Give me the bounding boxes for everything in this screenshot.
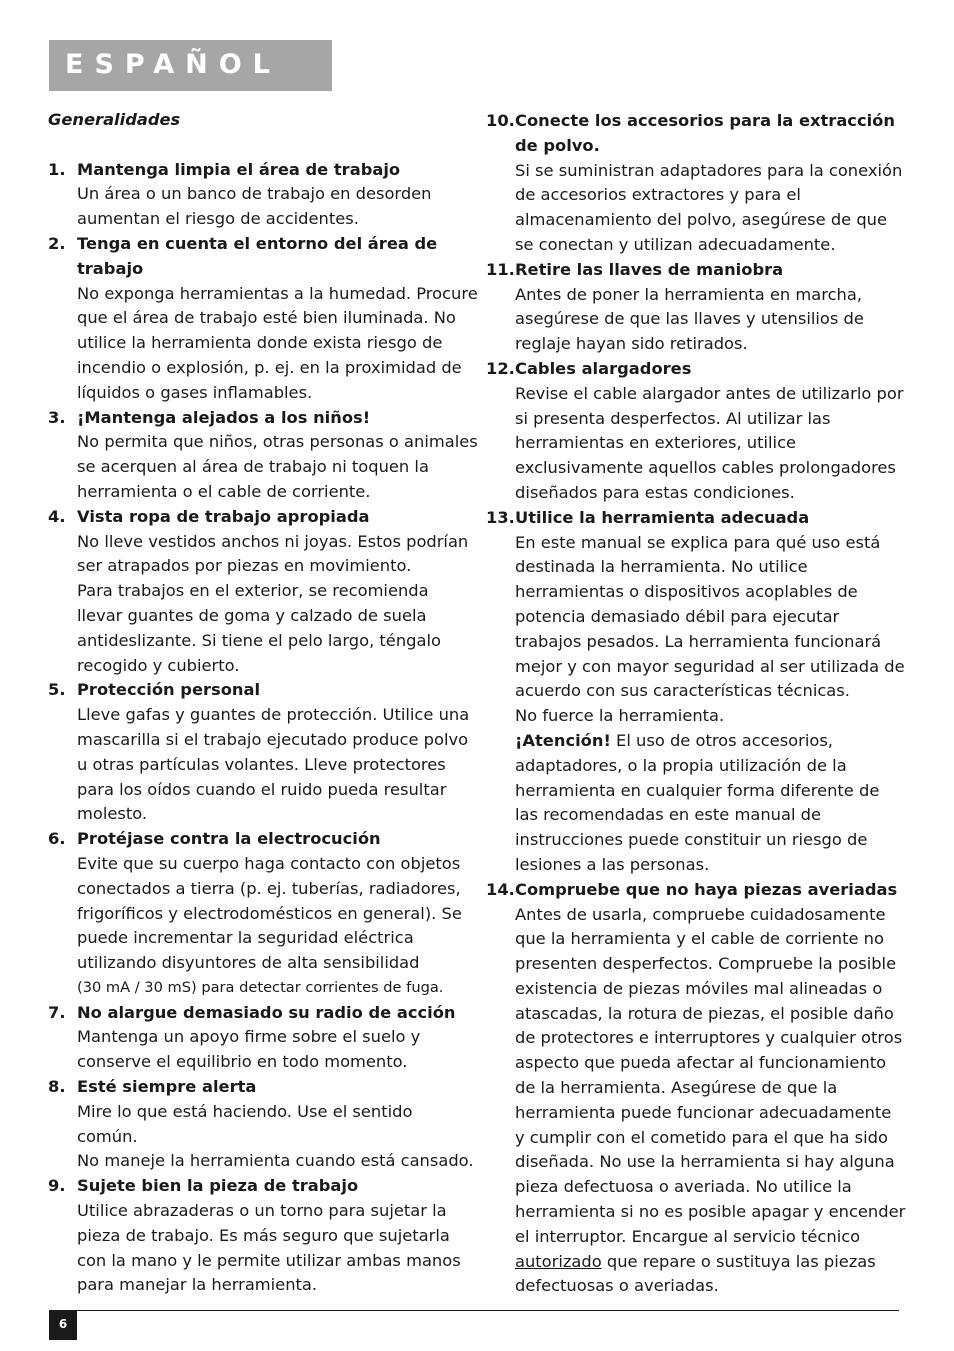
list-item [48, 1174, 478, 1298]
item-number: 5. [48, 680, 66, 700]
item-body: En este manual se explica para qué uso está destinada la herramienta. No utilice herramientas o dispositivos acoplables de potencia demasiado débil para ejecutar trabajos pesados. La herramienta funcionará mejor y con mayor seguridad al ser utilizada de acuerdo con sus características técnicas. [515, 532, 905, 701]
item-body-text: Antes de usarla, compruebe cuidadosamente que la herramienta y el cable de corriente no presenten desperfectos. Compruebe la posible existencia de piezas móviles mal alineadas o atascadas, la rotura de piezas, el posible daño de protectores e interruptores y cualquier otros aspecto que pueda afectar al funcionamiento de la herramienta. Asegúrese de que la herramienta puede funcionar adecuadamente y cumplir con el cometido para el que ha sido diseñada. No use la herramienta si hay alguna pieza defectuosa o averiada. No utilice la herramienta si no es posible apagar y encender el interruptor. Encargue al servicio técnico [515, 904, 906, 1246]
item-title: Conecte los accesorios para la extracción de polvo. [515, 111, 895, 155]
list-item [48, 232, 478, 406]
item-number: 14. [486, 879, 515, 899]
item-title: Utilice la herramienta adecuada [515, 507, 810, 527]
item-number: 13. [486, 507, 515, 527]
item-body-text: que repare o sustituya las piezas defectuosas o averiadas. [515, 1251, 876, 1296]
item-title: Vista ropa de trabajo apropiada [77, 506, 370, 526]
item-body: Lleve gafas y guantes de protección. Utilice una mascarilla si el trabajo ejecutado produce polvo u otras partículas volantes. Lleve protectores para los oídos cuando el ruido pueda resultar molesto. [77, 705, 470, 824]
warning-text: El uso de otros accesorios, adaptadores, o la propia utilización de la herramienta en cualquier forma diferente de las recomendadas en este manual de instrucciones puede constituir un riesgo de lesiones a las personas. [515, 730, 880, 874]
item-number: 10. [486, 111, 515, 130]
item-body: Antes de poner la herramienta en marcha, asegúrese de que las llaves y utensilios de reglaje hayan sido retirados. [515, 284, 864, 354]
language-label: ESPAÑOL [65, 49, 281, 80]
list-item [486, 878, 906, 1300]
item-title: Esté siempre alerta [77, 1077, 257, 1097]
item-title: Protéjase contra la electrocución [77, 829, 381, 849]
item-number: 1. [48, 159, 66, 179]
item-title: Sujete bien la pieza de trabajo [77, 1176, 359, 1196]
right-column [486, 109, 906, 1299]
item-body [515, 903, 906, 1300]
item-title: Mantenga limpia el área de trabajo [77, 159, 401, 179]
item-number: 11. [486, 259, 515, 279]
list-item [48, 1075, 478, 1174]
item-body: Si se suministran adaptadores para la conexión de accesorios extractores y para el almacenamiento del polvo, asegúrese de que se conectan y utilizan adecuadamente. [515, 160, 903, 254]
item-number: 3. [48, 407, 66, 427]
item-body: Utilice abrazaderas o un torno para sujetar la pieza de trabajo. Es más seguro que sujetarla con la mano y le permite utilizar ambas manos para manejar la herramienta. [77, 1201, 461, 1295]
item-number: 12. [486, 358, 515, 378]
left-column [48, 108, 478, 1298]
item-title: Protección personal [77, 680, 261, 700]
list-item [48, 678, 478, 827]
item-body: Mire lo que está haciendo. Use el sentido común. [77, 1101, 413, 1146]
item-title: Cables alargadores [515, 358, 692, 378]
item-title: Compruebe que no haya piezas averiadas [515, 879, 898, 899]
item-body: No fuerce la herramienta. [515, 706, 725, 726]
item-number: 9. [48, 1176, 66, 1196]
list-item [486, 109, 906, 258]
item-body: No permita que niños, otras personas o animales se acerquen al área de trabajo ni toquen la herramienta o el cable de corriente. [77, 432, 478, 501]
item-body: Para trabajos en el exterior, se recomienda llevar guantes de goma y calzado de suela antideslizante. Si tiene el pelo largo, téngalo recogido y cubierto. [77, 581, 441, 675]
list-item [486, 506, 906, 878]
item-number: 8. [48, 1077, 66, 1097]
item-title: ¡Mantenga alejados a los niños! [77, 407, 371, 427]
list-item [48, 827, 478, 1001]
list-item [48, 158, 478, 232]
item-title: No alargue demasiado su radio de acción [77, 1002, 456, 1022]
list-item [486, 258, 906, 357]
item-body: Un área o un banco de trabajo en desorden aumentan el riesgo de accidentes. [77, 184, 432, 229]
item-warning [515, 729, 906, 878]
item-body-small: (30 mA / 30 mS) para detectar corrientes de fuga. [77, 978, 444, 996]
item-number: 6. [48, 829, 66, 849]
list-item [48, 505, 478, 679]
item-body: No lleve vestidos anchos ni joyas. Estos podrían ser atrapados por piezas en movimiento. [77, 531, 469, 576]
warning-label: ¡Atención! [515, 730, 611, 750]
underlined-text: autorizado [515, 1251, 602, 1271]
language-banner [49, 40, 332, 91]
item-body: Mantenga un apoyo firme sobre el suelo y conserve el equilibrio en todo momento. [77, 1027, 421, 1072]
page-number: 6 [49, 1310, 77, 1340]
item-number: 4. [48, 506, 66, 526]
item-body: No maneje la herramienta cuando está cansado. [77, 1151, 474, 1171]
item-title: Retire las llaves de maniobra [515, 259, 784, 279]
list-item [48, 1001, 478, 1075]
item-number: 2. [48, 233, 66, 253]
item-number: 7. [48, 1002, 66, 1022]
list-item [48, 406, 478, 505]
item-body: No exponga herramientas a la humedad. Procure que el área de trabajo esté bien iluminada. No utilice la herramienta donde exista riesgo de incendio o explosión, p. ej. en la proximidad de líquidos o gases inflamables. [77, 283, 478, 402]
item-body: Revise el cable alargador antes de utilizarlo por si presenta desperfectos. Al utilizar las herramientas en exteriores, utilice exclusivamente aquellos cables prolongadores diseñados para estas condiciones. [515, 383, 904, 502]
item-title: Tenga en cuenta el entorno del área de trabajo [77, 233, 438, 278]
list-item [486, 357, 906, 506]
section-title: Generalidades [48, 110, 181, 129]
item-body: Evite que su cuerpo haga contacto con objetos conectados a tierra (p. ej. tuberías, radiadores, frigoríficos y electrodomésticos en general). Se puede incrementar la seguridad eléctrica utilizando disyuntores de alta sensibilidad [77, 853, 462, 973]
footer-rule [49, 1310, 899, 1311]
